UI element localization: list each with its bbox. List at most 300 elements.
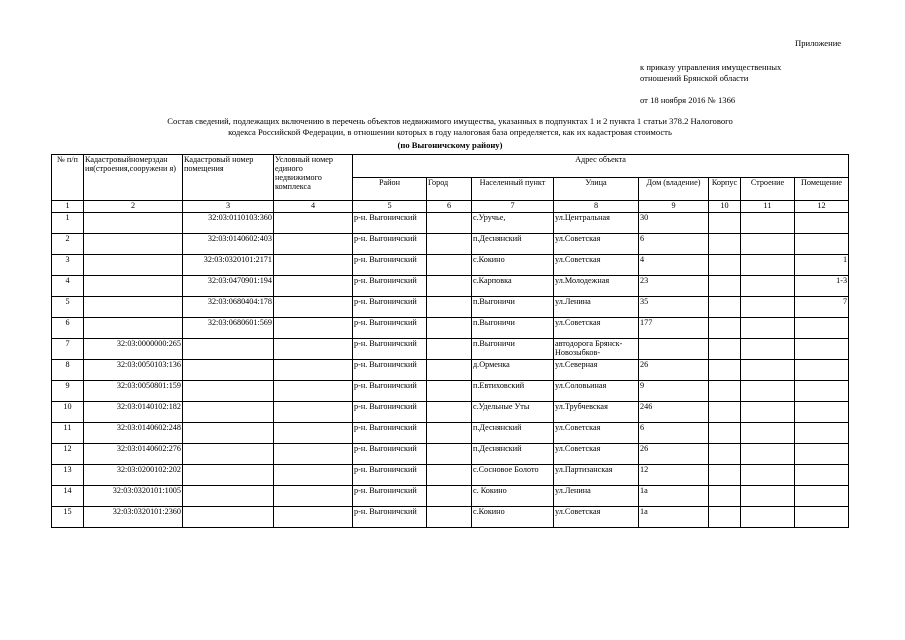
- cell-korpus: [709, 339, 741, 360]
- cell-settlement-text: п.Выгоничи: [473, 318, 515, 327]
- header-city-label: Город: [428, 178, 449, 187]
- document-title-line2: кодекса Российской Федерации, в отношении которых в году налоговая база определяется, как их кадастровая стоимость: [228, 127, 672, 137]
- cell-settlement: [472, 507, 554, 528]
- cell-cad-room: [183, 423, 274, 444]
- cell-house: [639, 507, 709, 528]
- cell-city-text: [428, 255, 470, 274]
- cell-house: [639, 213, 709, 234]
- cell-city: [427, 423, 472, 444]
- property-register-table: [51, 154, 849, 528]
- cell-num-text: 2: [65, 234, 70, 243]
- cell-house-text: 1а: [640, 486, 648, 495]
- cell-settlement: [472, 360, 554, 381]
- cell-street: [554, 381, 639, 402]
- header-city: [427, 178, 472, 201]
- cell-city-text: [428, 444, 470, 463]
- cell-street-text: ул.Партизанская: [555, 465, 613, 474]
- cell-district-text: р-н. Выгоничский: [354, 444, 417, 453]
- cell-house: [639, 381, 709, 402]
- cell-cad-building-text: [85, 318, 181, 337]
- col-number: 7: [472, 201, 554, 213]
- header-cad-building: [84, 155, 183, 201]
- cell-korpus-text: [710, 465, 739, 484]
- cell-cond-num: [274, 234, 353, 255]
- cell-cond-num-text: [275, 234, 351, 253]
- cell-district-text: р-н. Выгоничский: [354, 318, 417, 327]
- cell-street-text: ул.Советская: [555, 507, 601, 516]
- col-number: 1: [52, 201, 84, 213]
- cell-cond-num-text: [275, 444, 351, 463]
- table-row: [52, 234, 849, 255]
- cell-cond-num-text: [275, 402, 351, 421]
- cell-cad-building: [84, 486, 183, 507]
- cell-street: [554, 507, 639, 528]
- cell-street: [554, 339, 639, 360]
- cell-cad-room: [183, 213, 274, 234]
- cell-city-text: [428, 339, 470, 358]
- cell-building: [741, 360, 795, 381]
- cell-cond-num: [274, 465, 353, 486]
- cell-district-text: р-н. Выгоничский: [354, 486, 417, 495]
- cell-cad-room-text: 32:03:0140602:403: [207, 234, 272, 243]
- cell-room-text: [796, 318, 847, 337]
- cell-room-text: 1-3: [836, 276, 848, 285]
- cell-city: [427, 402, 472, 423]
- cell-street-text: ул.Северная: [555, 360, 598, 369]
- cell-room-text: [796, 465, 847, 484]
- cell-cad-room-text: 32:03:0320101:2171: [203, 255, 272, 264]
- header-cad-room-label: Кадастровый номер помещения: [184, 155, 254, 173]
- cell-room: [795, 339, 849, 360]
- cell-city-text: [428, 213, 470, 232]
- cell-settlement: [472, 213, 554, 234]
- cell-settlement-text: с.Удельные Уты: [473, 402, 530, 411]
- cell-street-text: ул.Молодежная: [555, 276, 610, 285]
- cell-num-text: 14: [63, 486, 72, 495]
- cell-house: [639, 276, 709, 297]
- cell-building-text: [742, 318, 793, 337]
- cell-korpus-text: [710, 360, 739, 379]
- cell-district-text: р-н. Выгоничский: [354, 360, 417, 369]
- cell-settlement: [472, 402, 554, 423]
- cell-room: [795, 465, 849, 486]
- cell-settlement: [472, 339, 554, 360]
- cell-cond-num-text: [275, 381, 351, 400]
- cell-district-text: р-н. Выгоничский: [354, 213, 417, 222]
- cell-building: [741, 297, 795, 318]
- document-title: [90, 116, 810, 138]
- cell-room-text: [796, 339, 847, 358]
- cell-city-text: [428, 297, 470, 316]
- cell-cad-building-text: 32:03:0140602:248: [116, 423, 181, 432]
- cell-city: [427, 318, 472, 339]
- cell-settlement: [472, 465, 554, 486]
- cell-city-text: [428, 507, 470, 526]
- cell-building-text: [742, 423, 793, 442]
- cell-num-text: 13: [63, 465, 72, 474]
- cell-num-text: 11: [63, 423, 72, 432]
- cell-building: [741, 339, 795, 360]
- cell-num: [52, 234, 84, 255]
- cell-num-text: 5: [65, 297, 70, 306]
- cell-room-text: [796, 213, 847, 232]
- cell-cad-room-text: [184, 507, 272, 526]
- cell-cond-num: [274, 297, 353, 318]
- cell-cad-room-text: 32:03:0680601:569: [207, 318, 272, 327]
- cell-room: [795, 318, 849, 339]
- header-district: [353, 178, 427, 201]
- cell-num: [52, 423, 84, 444]
- cell-settlement: [472, 423, 554, 444]
- cell-korpus: [709, 213, 741, 234]
- cell-cad-building: [84, 339, 183, 360]
- cell-district: [353, 486, 427, 507]
- cell-cad-room: [183, 402, 274, 423]
- table-row: [52, 318, 849, 339]
- cell-district: [353, 255, 427, 276]
- cell-house-text: 9: [640, 381, 645, 390]
- cell-cad-building-text: 32:03:0320101:1005: [112, 486, 181, 495]
- cell-street: [554, 486, 639, 507]
- cell-cad-room: [183, 360, 274, 381]
- cell-cad-building-text: 32:03:0200102:202: [116, 465, 181, 474]
- cell-building: [741, 213, 795, 234]
- cell-num: [52, 339, 84, 360]
- cell-cond-num: [274, 213, 353, 234]
- cell-house-text: 35: [640, 297, 649, 306]
- cell-district-text: р-н. Выгоничский: [354, 402, 417, 411]
- header-room-label: Помещение: [801, 178, 843, 187]
- cell-num-text: 4: [65, 276, 70, 285]
- cell-num-text: 6: [65, 318, 70, 327]
- cell-street-text: ул.Центральная: [555, 213, 610, 222]
- cell-cond-num: [274, 423, 353, 444]
- cell-building-text: [742, 486, 793, 505]
- cell-house-text: 26: [640, 360, 649, 369]
- cell-num-text: 1: [65, 213, 70, 222]
- cell-city: [427, 297, 472, 318]
- document-title-line1: Состав сведений, подлежащих включению в перечень объектов недвижимого имущества, указанных в подпунктах 1 и 2 пункта 1 статьи 378.2 Налогового: [167, 116, 733, 126]
- cell-city: [427, 234, 472, 255]
- header-settlement-label: Населенный пункт: [479, 178, 546, 187]
- cell-street: [554, 423, 639, 444]
- cell-cad-room: [183, 507, 274, 528]
- cell-num-text: 10: [63, 402, 72, 411]
- cell-cad-room: [183, 465, 274, 486]
- cell-cad-building: [84, 297, 183, 318]
- cell-house: [639, 486, 709, 507]
- table-row: [52, 255, 849, 276]
- cell-cad-building: [84, 234, 183, 255]
- appendix-title: Приложение: [795, 38, 842, 48]
- cell-cond-num-text: [275, 297, 351, 316]
- cell-korpus: [709, 318, 741, 339]
- cell-house: [639, 339, 709, 360]
- header-street: [554, 178, 639, 201]
- cell-cond-num-text: [275, 486, 351, 505]
- cell-cad-room: [183, 276, 274, 297]
- cell-num: [52, 381, 84, 402]
- cell-num: [52, 255, 84, 276]
- cell-cad-building-text: 32:03:0320101:2360: [112, 507, 181, 516]
- cell-num-text: 8: [65, 360, 70, 369]
- cell-building: [741, 444, 795, 465]
- cell-cad-room-text: [184, 339, 272, 358]
- cell-room-text: [796, 381, 847, 400]
- cell-korpus: [709, 465, 741, 486]
- cell-cad-room-text: 32:03:0470901:194: [207, 276, 272, 285]
- cell-house: [639, 255, 709, 276]
- cell-cad-building-text: [85, 213, 181, 232]
- cell-settlement: [472, 381, 554, 402]
- cell-district-text: р-н. Выгоничский: [354, 234, 417, 243]
- cell-cond-num: [274, 381, 353, 402]
- cell-district: [353, 465, 427, 486]
- table-row: [52, 297, 849, 318]
- cell-cond-num-text: [275, 213, 351, 232]
- col-number: 9: [639, 201, 709, 213]
- cell-korpus-text: [710, 423, 739, 442]
- cell-num: [52, 276, 84, 297]
- cell-room: [795, 360, 849, 381]
- cell-num-text: 9: [65, 381, 70, 390]
- cell-city: [427, 276, 472, 297]
- cell-settlement-text: п.Деснянский: [473, 234, 522, 243]
- cell-street: [554, 402, 639, 423]
- cell-district-text: р-н. Выгоничский: [354, 339, 417, 348]
- cell-cond-num: [274, 486, 353, 507]
- cell-district: [353, 339, 427, 360]
- cell-street: [554, 444, 639, 465]
- cell-korpus: [709, 507, 741, 528]
- cell-cad-building: [84, 255, 183, 276]
- cell-street: [554, 276, 639, 297]
- cell-building: [741, 465, 795, 486]
- cell-settlement: [472, 255, 554, 276]
- cell-cad-building-text: [85, 276, 181, 295]
- cell-cad-building-text: [85, 255, 181, 274]
- cell-city-text: [428, 423, 470, 442]
- table-row: [52, 465, 849, 486]
- cell-korpus-text: [710, 234, 739, 253]
- header-building-label: Строение: [750, 178, 785, 187]
- cell-street-text: ул.Советская: [555, 423, 601, 432]
- cell-settlement-text: с.Кокино: [473, 255, 505, 264]
- cell-korpus-text: [710, 297, 739, 316]
- cell-city: [427, 465, 472, 486]
- cell-room: [795, 213, 849, 234]
- cell-room: [795, 234, 849, 255]
- cell-cad-building: [84, 402, 183, 423]
- cell-room-text: [796, 360, 847, 379]
- cell-settlement: [472, 234, 554, 255]
- col-number: 12: [795, 201, 849, 213]
- table-row: [52, 444, 849, 465]
- cell-room-text: [796, 423, 847, 442]
- col-number: 4: [274, 201, 353, 213]
- cell-cond-num-text: [275, 255, 351, 274]
- header-street-label: Улица: [585, 178, 607, 187]
- cell-korpus-text: [710, 255, 739, 274]
- cell-cond-num: [274, 339, 353, 360]
- cell-district: [353, 402, 427, 423]
- cell-cond-num-text: [275, 360, 351, 379]
- cell-settlement-text: с.Сосновое Болото: [473, 465, 539, 474]
- cell-district: [353, 423, 427, 444]
- cell-building: [741, 255, 795, 276]
- cell-house-text: 4: [640, 255, 645, 264]
- appendix-department-line: отношений Брянской области: [640, 73, 749, 83]
- appendix-order-line: к приказу управления имущественных: [640, 62, 782, 72]
- cell-cond-num: [274, 507, 353, 528]
- cell-cond-num: [274, 276, 353, 297]
- cell-district-text: р-н. Выгоничский: [354, 255, 417, 264]
- cell-korpus-text: [710, 402, 739, 421]
- cell-num-text: 3: [65, 255, 70, 264]
- cell-korpus: [709, 297, 741, 318]
- table-row: [52, 402, 849, 423]
- cell-house: [639, 444, 709, 465]
- col-number: 5: [353, 201, 427, 213]
- cell-building: [741, 402, 795, 423]
- cell-settlement-text: д.Орменка: [473, 360, 510, 369]
- cell-city: [427, 507, 472, 528]
- cell-settlement-text: с.Карповка: [473, 276, 512, 285]
- cell-cond-num: [274, 318, 353, 339]
- cell-house: [639, 234, 709, 255]
- col-number: 6: [427, 201, 472, 213]
- cell-cad-room-text: [184, 465, 272, 484]
- cell-cad-room: [183, 255, 274, 276]
- cell-room-text: [796, 444, 847, 463]
- cell-district: [353, 360, 427, 381]
- cell-cad-room-text: [184, 444, 272, 463]
- cell-building-text: [742, 276, 793, 295]
- cell-korpus: [709, 402, 741, 423]
- table-row: [52, 486, 849, 507]
- cell-cad-room: [183, 381, 274, 402]
- cell-street: [554, 360, 639, 381]
- cell-street-text: ул.Ленина: [555, 297, 591, 306]
- cell-district: [353, 507, 427, 528]
- col-number: 8: [554, 201, 639, 213]
- header-room: [795, 178, 849, 201]
- header-house-label: Дом (владение): [646, 178, 701, 187]
- cell-num: [52, 444, 84, 465]
- header-district-label: Район: [378, 178, 401, 187]
- header-cad-room: [183, 155, 274, 201]
- cell-cad-building-text: 32:03:0000000:265: [116, 339, 181, 348]
- cell-cond-num-text: [275, 507, 351, 526]
- header-address-label: Адрес объекта: [575, 155, 626, 164]
- cell-cad-building: [84, 507, 183, 528]
- cell-city-text: [428, 318, 470, 337]
- cell-room: [795, 444, 849, 465]
- cell-house-text: 6: [640, 423, 645, 432]
- cell-street: [554, 234, 639, 255]
- cell-room-text: [796, 234, 847, 253]
- table-row: [52, 276, 849, 297]
- cell-cad-building: [84, 444, 183, 465]
- cell-building-text: [742, 297, 793, 316]
- cell-settlement: [472, 318, 554, 339]
- cell-cad-room-text: [184, 360, 272, 379]
- cell-cad-room-text: [184, 402, 272, 421]
- cell-settlement-text: с. Кокино: [473, 486, 507, 495]
- cell-cad-room: [183, 318, 274, 339]
- cell-cad-building-text: [85, 297, 181, 316]
- cell-street-text: ул.Советская: [555, 444, 601, 453]
- col-number: 2: [84, 201, 183, 213]
- cell-house-text: 30: [640, 213, 649, 222]
- cell-cond-num: [274, 360, 353, 381]
- cell-street-text: ул.Трубчевская: [555, 402, 608, 411]
- cell-building-text: [742, 360, 793, 379]
- cell-building: [741, 486, 795, 507]
- cell-building: [741, 507, 795, 528]
- cell-building-text: [742, 234, 793, 253]
- cell-room: [795, 402, 849, 423]
- header-num: [52, 155, 84, 201]
- cell-cad-room: [183, 486, 274, 507]
- cell-city-text: [428, 486, 470, 505]
- cell-cad-building-text: 32:03:0140602:276: [116, 444, 181, 453]
- cell-settlement-text: п.Выгоничи: [473, 339, 515, 348]
- cell-district: [353, 276, 427, 297]
- cell-room: [795, 381, 849, 402]
- cell-korpus: [709, 255, 741, 276]
- cell-city: [427, 486, 472, 507]
- cell-korpus-text: [710, 318, 739, 337]
- col-number: 3: [183, 201, 274, 213]
- header-korpus-label: Корпус: [711, 178, 738, 187]
- cell-house: [639, 318, 709, 339]
- cell-city: [427, 381, 472, 402]
- cell-settlement: [472, 297, 554, 318]
- cell-house-text: 12: [640, 465, 649, 474]
- cell-settlement-text: с.Кокино: [473, 507, 505, 516]
- cell-korpus: [709, 423, 741, 444]
- header-settlement: [472, 178, 554, 201]
- cell-building-text: [742, 444, 793, 463]
- cell-street: [554, 255, 639, 276]
- header-address: [353, 155, 849, 178]
- cell-cond-num: [274, 444, 353, 465]
- col-number: 11: [741, 201, 795, 213]
- cell-cad-building: [84, 381, 183, 402]
- cell-num: [52, 507, 84, 528]
- cell-cad-building-text: 32:03:0050801:159: [116, 381, 181, 390]
- document-subtitle: (по Выгоничскому району): [397, 140, 503, 150]
- cell-house: [639, 465, 709, 486]
- cell-house-text: 26: [640, 444, 649, 453]
- cell-cad-building: [84, 318, 183, 339]
- cell-cad-building: [84, 276, 183, 297]
- cell-korpus-text: [710, 444, 739, 463]
- cell-district: [353, 444, 427, 465]
- cell-district-text: р-н. Выгоничский: [354, 423, 417, 432]
- cell-settlement: [472, 276, 554, 297]
- cell-city-text: [428, 402, 470, 421]
- header-num-label: № п/п: [57, 155, 78, 164]
- cell-district: [353, 297, 427, 318]
- cell-korpus-text: [710, 381, 739, 400]
- cell-cad-building: [84, 423, 183, 444]
- cell-house: [639, 297, 709, 318]
- cell-building: [741, 276, 795, 297]
- cell-district: [353, 381, 427, 402]
- cell-city: [427, 360, 472, 381]
